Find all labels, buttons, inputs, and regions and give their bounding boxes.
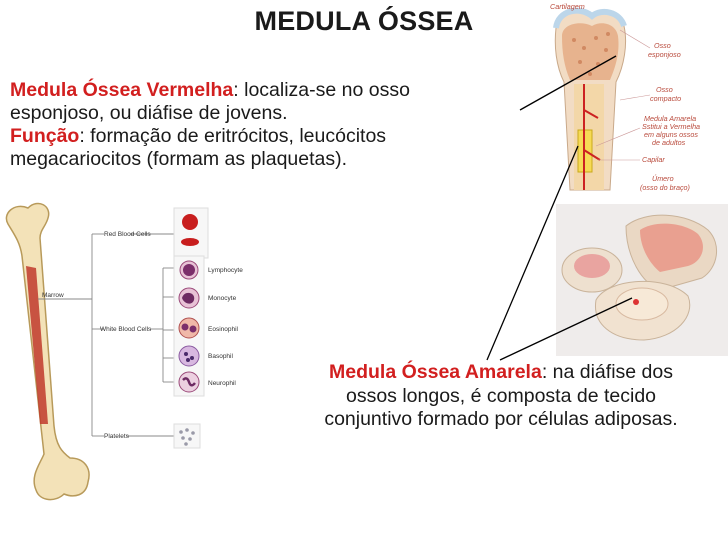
yellow-marrow-description bbox=[278, 361, 724, 432]
red-marrow-term: Medula Óssea Vermelha bbox=[10, 79, 234, 101]
wbc-label: White Blood Cells bbox=[100, 326, 152, 333]
wbc-type-basophil: Basophil bbox=[208, 353, 233, 360]
svg-text:Sstitui a Vermelha: Sstitui a Vermelha bbox=[642, 122, 701, 131]
red-marrow-line4: megacariocitos (formam as plaquetas). bbox=[10, 148, 348, 170]
wbc-type-monocyte: Monocyte bbox=[208, 295, 237, 302]
red-marrow-line3: : formação de eritrócitos, leucócitos bbox=[79, 125, 387, 147]
yellow-marrow-line2: ossos longos, é composta de tecido bbox=[345, 384, 657, 407]
function-term: Função bbox=[10, 125, 80, 147]
yellow-marrow-line3: conjuntivo formado por células adiposas. bbox=[324, 408, 678, 430]
marrow-label: Marrow bbox=[42, 292, 64, 299]
red-marrow-line2: esponjoso, ou diáfise de jovens. bbox=[10, 102, 288, 124]
label-osso-compacto-2: compacto bbox=[650, 94, 682, 103]
wbc-type-neurophil: Neurophil bbox=[208, 380, 236, 387]
svg-text:em alguns ossos: em alguns ossos bbox=[644, 130, 698, 139]
label-cartilagem: Cartilagem bbox=[550, 2, 585, 11]
wbc-type-eosinophil: Eosinophil bbox=[208, 326, 238, 333]
label-osso-compacto-1: Osso bbox=[656, 85, 673, 94]
platelets-label: Platelets bbox=[104, 433, 129, 440]
yellow-marrow-term: Medula Óssea Amarela bbox=[329, 361, 542, 383]
red-marrow-line1: : localiza-se no osso bbox=[233, 79, 410, 101]
rbc-label: Red Blood Cells bbox=[104, 231, 151, 238]
label-capilar: Capilar bbox=[642, 155, 665, 164]
label-osso-esponjoso-1: Osso bbox=[654, 41, 671, 50]
wbc-type-lymphocyte: Lymphocyte bbox=[208, 267, 243, 274]
svg-text:de adultos: de adultos bbox=[652, 138, 686, 147]
label-osso-esponjoso-2: esponjoso bbox=[648, 50, 681, 59]
label-umero-2: (osso do braço) bbox=[640, 183, 690, 192]
svg-text:Medula Amarela: Medula Amarela bbox=[644, 114, 697, 123]
label-umero-1: Úmero bbox=[652, 174, 674, 183]
yellow-marrow-line1: : na diáfise dos bbox=[541, 361, 673, 383]
page-title: MEDULA ÓSSEA bbox=[254, 6, 474, 36]
